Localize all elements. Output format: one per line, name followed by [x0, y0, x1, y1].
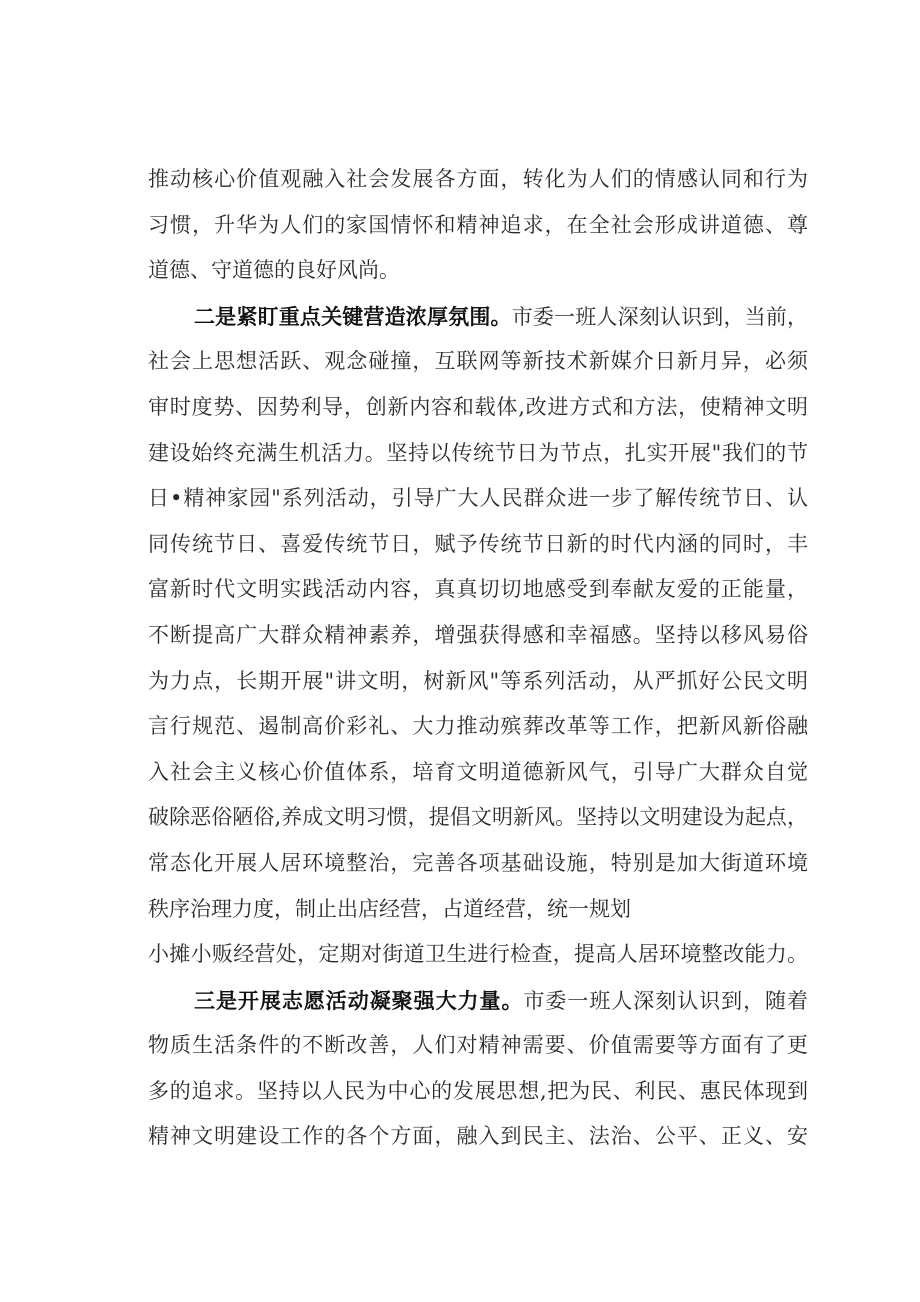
text-line: 日•精神家园"系列活动，引导广大人民群众进一步了解传统节日、认	[148, 486, 808, 511]
text-line: 为力点，长期开展"讲文明，树新风"等系列活动，从严抓好公民文明	[148, 668, 808, 693]
text-line: 道德、守道德的良好风尚。	[148, 258, 400, 283]
text-line: 不断提高广大群众精神素养，增强获得感和幸福感。坚持以移风易俗	[148, 622, 808, 647]
paragraph-first-line	[148, 978, 808, 1024]
paragraph-lead-heading: 三是开展志愿活动凝聚强大力量。	[194, 987, 524, 1013]
text-line: 言行规范、遏制高价彩礼、大力推动殡葬改革等工作，把新风新俗融	[148, 714, 808, 739]
text-line: 习惯，升华为人们的家国情怀和精神追求，在全社会形成讲道德、尊	[148, 212, 808, 237]
text-line: 常态化开展人居环境整治，完善各项基础设施，特别是加大街道环境	[148, 850, 808, 875]
paragraph-first-line	[148, 294, 808, 340]
paragraph-3	[148, 978, 808, 1160]
text-line: 推动核心价值观融入社会发展各方面，转化为人们的情感认同和行为	[148, 167, 808, 191]
paragraph-first-line-text: 市委一班人深刻认识到，当前，	[511, 304, 809, 329]
document-body	[148, 157, 808, 1160]
text-line: 审时度势、因势利导，创新内容和载体,改进方式和方法，使精神文明	[148, 394, 808, 419]
text-line: 物质生活条件的不断改善，人们对精神需要、价值需要等方面有了更	[148, 1033, 808, 1058]
paragraph-2	[148, 294, 808, 978]
text-line: 同传统节日、喜爱传统节日，赋予传统节日新的时代内涵的同时，丰	[148, 531, 808, 556]
paragraph-1	[148, 157, 808, 294]
text-line: 社会上思想活跃、观念碰撞，互联网等新技术新媒介日新月异，必须	[148, 349, 808, 374]
text-line: 多的追求。坚持以人民为中心的发展思想,把为民、利民、惠民体现到	[148, 1078, 808, 1103]
text-line: 富新时代文明实践活动内容，真真切切地感受到奉献友爱的正能量，	[148, 577, 808, 602]
text-line: 秩序治理力度，制止出店经营，占道经营，统一规划	[148, 896, 631, 921]
text-line: 精神文明建设工作的各个方面，融入到民主、法治、公平、正义、安	[148, 1124, 808, 1149]
text-line: 破除恶俗陋俗,养成文明习惯，提倡文明新风。坚持以文明建设为起点，	[148, 805, 808, 830]
text-line: 小摊小贩经营处，定期对街道卫生进行检查，提高人居环境整改能力。	[148, 942, 808, 967]
paragraph-lead-heading: 二是紧盯重点关键营造浓厚氛围。	[194, 303, 512, 329]
text-line: 建设始终充满生机活力。坚持以传统节日为节点，扎实开展"我们的节	[148, 440, 808, 465]
text-line: 入社会主义核心价值体系，培育文明道德新风气，引导广大群众自觉	[148, 759, 808, 784]
paragraph-first-line-text: 市委一班人深刻认识到，随着	[523, 988, 809, 1013]
